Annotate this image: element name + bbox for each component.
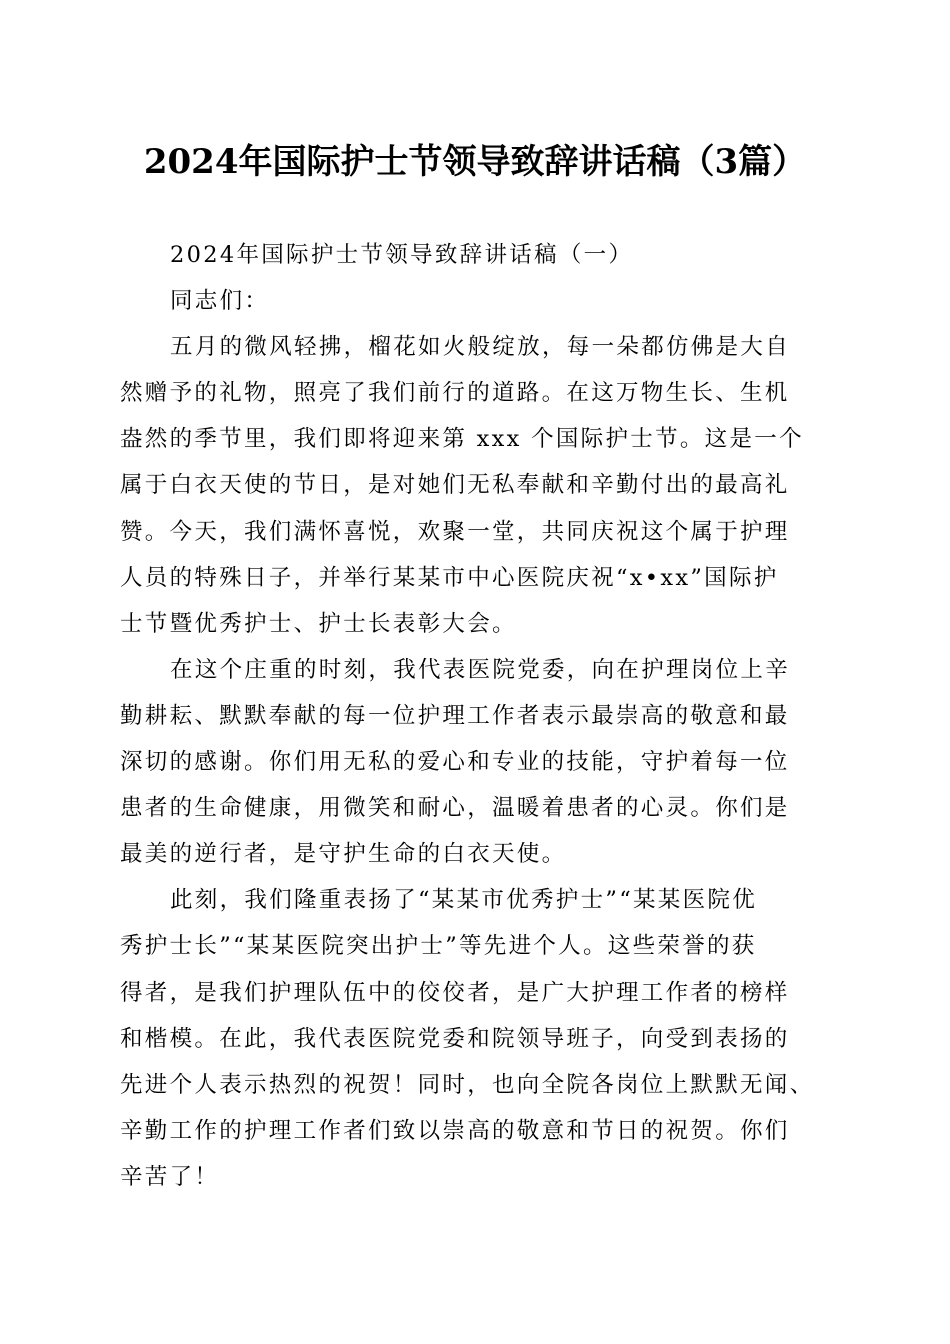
paragraph-3-line-2: 秀护士长”“某某医院突出护士”等先进个人。这些荣誉的获 bbox=[120, 933, 757, 960]
paragraph-2-line-4: 患者的生命健康，用微笑和耐心，温暖着患者的心灵。你们是 bbox=[120, 795, 790, 822]
paragraph-1-line-2: 然赠予的礼物，照亮了我们前行的道路。在这万物生长、生机 bbox=[120, 380, 790, 407]
subtitle-line: 2024年国际护士节领导致辞讲话稿（一） bbox=[170, 242, 634, 268]
paragraph-3-line-3: 得者，是我们护理队伍中的佼佼者，是广大护理工作者的榜样 bbox=[120, 979, 790, 1006]
paragraph-1-line-7: 士节暨优秀护士、护士长表彰大会。 bbox=[120, 610, 517, 637]
paragraph-3-line-5: 先进个人表示热烈的祝贺！同时，也向全院各岗位上默默无闻、 bbox=[120, 1071, 815, 1098]
paragraph-1-line-5: 赞。今天，我们满怀喜悦，欢聚一堂，共同庆祝这个属于护理 bbox=[120, 518, 790, 545]
document-body bbox=[120, 232, 832, 1200]
paragraph-1-line-4: 属于白衣天使的节日，是对她们无私奉献和辛勤付出的最高礼 bbox=[120, 472, 790, 499]
paragraph-2-line-3: 深切的感谢。你们用无私的爱心和专业的技能，守护着每一位 bbox=[120, 749, 790, 776]
paragraph-3-line-7: 辛苦了！ bbox=[120, 1163, 220, 1190]
paragraph-2-line-1: 在这个庄重的时刻，我代表医院党委，向在护理岗位上辛 bbox=[170, 656, 791, 683]
paragraph-2-line-2: 勤耕耘、默默奉献的每一位护理工作者表示最崇高的敬意和最 bbox=[120, 702, 790, 729]
paragraph-1-line-6: 人员的特殊日子，并举行某某市中心医院庆祝“x•xx”国际护 bbox=[120, 564, 779, 591]
document-title: 2024年国际护士节领导致辞讲话稿（3篇） bbox=[143, 142, 807, 182]
salutation-line: 同志们： bbox=[170, 288, 270, 315]
paragraph-3-line-1: 此刻，我们隆重表扬了“某某市优秀护士”“某某医院优 bbox=[170, 887, 758, 914]
paragraph-3-line-4: 和楷模。在此，我代表医院党委和院领导班子，向受到表扬的 bbox=[120, 1025, 790, 1052]
paragraph-1-line-1: 五月的微风轻拂，榴花如火般绽放，每一朵都仿佛是大自 bbox=[170, 334, 791, 361]
paragraph-1-line-3: 盎然的季节里，我们即将迎来第 xxx 个国际护士节。这是一个 bbox=[120, 426, 804, 453]
paragraph-3-line-6: 辛勤工作的护理工作者们致以崇高的敬意和节日的祝贺。你们 bbox=[120, 1117, 790, 1144]
paragraph-2-line-5: 最美的逆行者，是守护生命的白衣天使。 bbox=[120, 841, 567, 868]
